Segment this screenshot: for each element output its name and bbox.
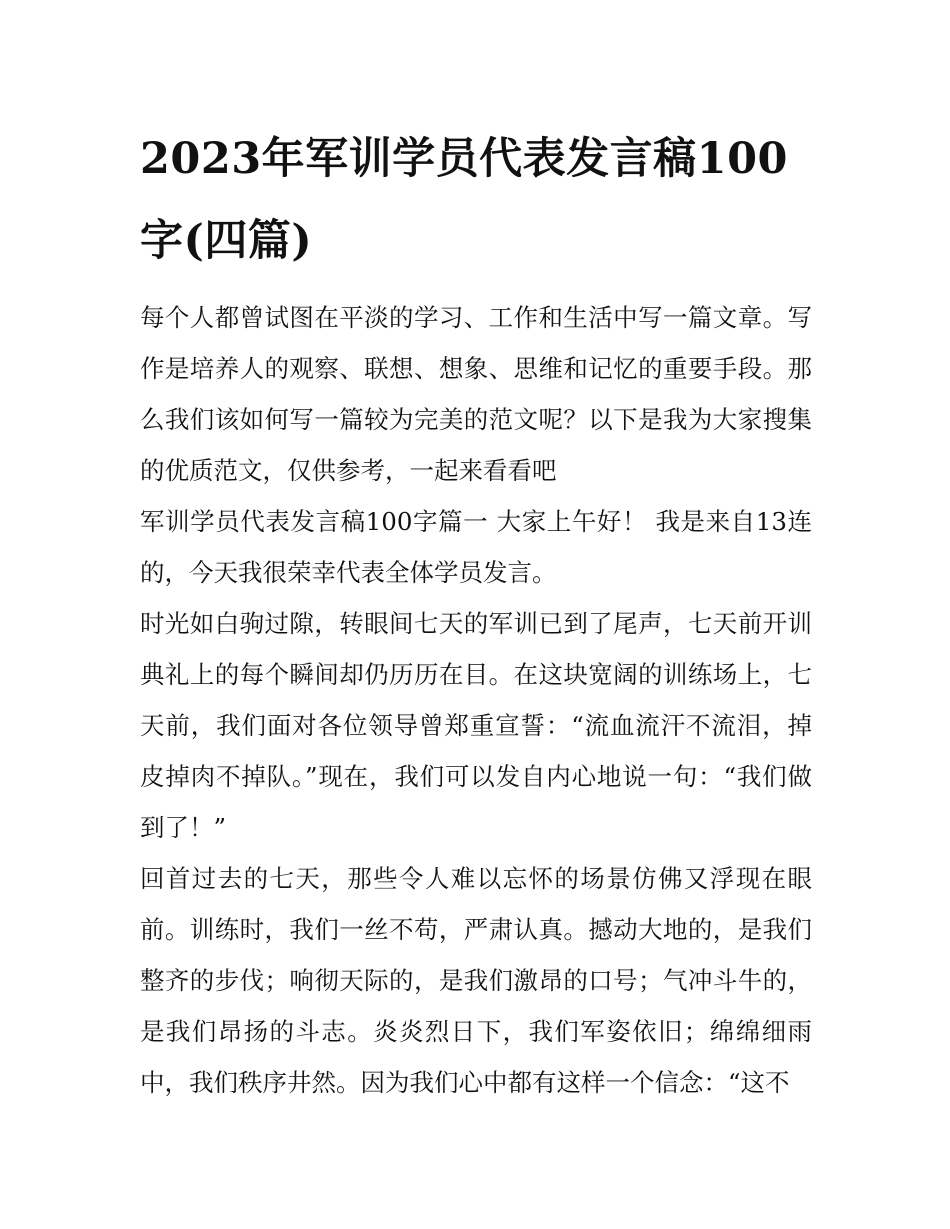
document-title: 2023年军训学员代表发言稿100字(四篇)	[140, 134, 788, 266]
speech-body-paragraph: 时光如白驹过隙，转眼间七天的军训已到了尾声，七天前开训典礼上的每个瞬间却仍历历在目。在这块宽阔的训练场上，七天前，我们面对各位领导曾郑重宣誓：“流血流汗不流泪，掉皮掉肉不掉队。”现在，我们可以发自内心地说一句：“我们做到了！”	[140, 609, 812, 842]
document-page	[140, 118, 812, 1108]
intro-paragraph: 每个人都曾试图在平淡的学习、工作和生活中写一篇文章。写作是培养人的观察、联想、想象、思维和记忆的重要手段。那么我们该如何写一篇较为完美的范文呢？以下是我为大家搜集的优质范文，仅供参考，一起来看看吧	[140, 303, 812, 485]
speech-opening-paragraph: 军训学员代表发言稿100字篇一 大家上午好！ 我是来自13连的，今天我很荣幸代表全体学员发言。	[140, 507, 812, 587]
speech-reflection-paragraph: 回首过去的七天，那些令人难以忘怀的场景仿佛又浮现在眼前。训练时，我们一丝不苟，严肃认真。撼动大地的，是我们整齐的步伐；响彻天际的，是我们激昂的口号；气冲斗牛的，是我们昂扬的斗志。炎炎烈日下，我们军姿依旧；绵绵细雨中，我们秩序井然。因为我们心中都有这样一个信念：“这不	[140, 864, 812, 1097]
